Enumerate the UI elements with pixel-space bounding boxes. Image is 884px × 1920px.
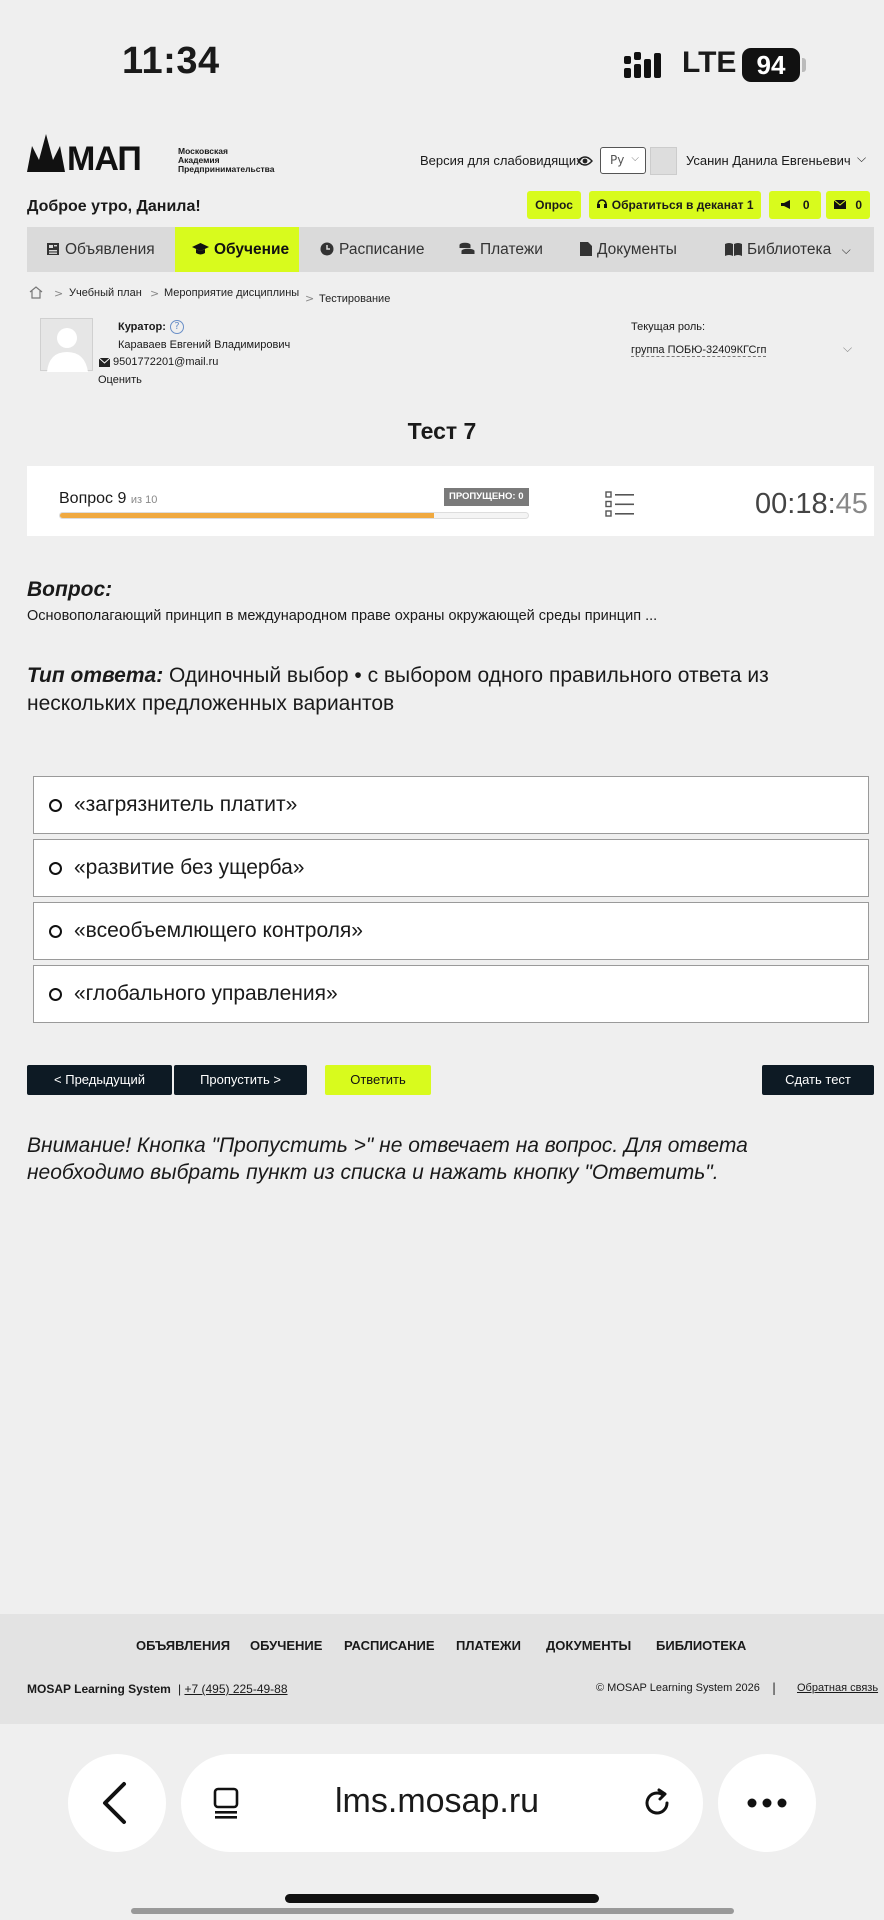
question-total: из 10 — [130, 494, 158, 506]
announcements-button[interactable] — [769, 191, 821, 219]
help-icon[interactable]: ? — [170, 320, 184, 334]
answer-option[interactable] — [33, 839, 869, 897]
answer-type-label: Тип ответа: — [27, 664, 164, 687]
chevron-down-icon[interactable]: ⌵ — [843, 341, 853, 355]
newspaper-icon — [46, 242, 60, 256]
messages-button[interactable] — [826, 191, 870, 219]
nav-item-announcements[interactable] — [46, 227, 155, 272]
logo-subtitle-line: Московская — [178, 146, 228, 156]
svg-text:МАП: МАП — [67, 140, 141, 174]
answer-type-text: Одиночный выбор • с выбором одного правильного ответа из нескольких предложенных вариантов — [27, 664, 769, 715]
footer-divider: | — [772, 1681, 777, 1695]
document-icon — [580, 242, 592, 256]
battery-indicator: 94 — [742, 48, 800, 82]
back-arrow-icon — [68, 1754, 166, 1852]
skipped-badge: ПРОПУЩЕНО: 0 — [444, 488, 529, 506]
greeting: Доброе утро, Данила! — [27, 198, 201, 215]
nav-label: Библиотека — [747, 241, 832, 258]
mail-icon — [99, 358, 110, 367]
user-name[interactable]: Усанин Данила Евгеньевич — [686, 153, 851, 168]
timer — [755, 488, 868, 521]
timer-main: 00:18: — [755, 488, 836, 520]
role-label: Текущая роль: — [631, 321, 706, 333]
answer-button[interactable]: Ответить — [325, 1065, 431, 1095]
mail-icon — [834, 200, 846, 209]
reload-icon[interactable] — [639, 1785, 675, 1821]
nav-item-schedule[interactable] — [320, 227, 424, 272]
nav-item-library[interactable] — [725, 227, 851, 272]
footer-phone[interactable]: | +7 (495) 225-49-88 — [178, 1682, 288, 1696]
footer-phone-number[interactable]: +7 (495) 225-49-88 — [184, 1682, 288, 1696]
breadcrumb-separator: > — [305, 292, 315, 305]
progress-bar-fill — [60, 513, 434, 518]
chevron-down-icon: ⌵ — [841, 243, 851, 257]
clock-icon — [320, 242, 334, 256]
person-icon — [41, 319, 94, 372]
answer-option[interactable] — [33, 776, 869, 834]
curator-avatar — [40, 318, 93, 371]
url-text[interactable]: lms.mosap.ru — [335, 1782, 540, 1820]
ellipsis-icon — [718, 1754, 816, 1852]
answer-type — [27, 662, 857, 718]
nav-item-payments[interactable] — [459, 227, 543, 272]
graduation-cap-icon — [192, 243, 209, 256]
nav-label: Объявления — [65, 241, 155, 258]
signal-icon — [624, 50, 668, 80]
footer-link-payments[interactable]: ПЛАТЕЖИ — [456, 1638, 521, 1653]
footer-link-learning[interactable]: ОБУЧЕНИЕ — [250, 1638, 323, 1653]
warning-text: Внимание! Кнопка "Пропустить >" не отвечает на вопрос. Для ответа необходимо выбрать пункт из списка и нажать кнопку "Ответить". — [27, 1134, 748, 1184]
contact-dean-button[interactable] — [589, 191, 761, 219]
feedback-link[interactable]: Обратная связь — [797, 1682, 879, 1694]
survey-button[interactable]: Опрос — [527, 191, 581, 219]
role-select[interactable]: группа ПОБЮ-32409КГСгп — [631, 344, 767, 356]
submit-test-button[interactable]: Сдать тест — [762, 1065, 874, 1095]
coins-icon — [459, 242, 475, 256]
breadcrumb-separator: > — [150, 287, 160, 300]
status-time: 11:34 — [122, 40, 220, 82]
footer-link-announcements[interactable]: ОБЪЯВЛЕНИЯ — [136, 1638, 231, 1653]
headset-icon — [596, 198, 608, 210]
question-number: Вопрос 9 — [59, 490, 127, 507]
scroll-indicator — [131, 1908, 734, 1914]
nav-item-learning[interactable] — [175, 227, 299, 272]
radio-icon[interactable] — [49, 862, 62, 875]
browser-toolbar — [0, 1724, 884, 1920]
language-value: Ру — [610, 153, 625, 167]
radio-icon[interactable] — [49, 988, 62, 1001]
avatar[interactable] — [650, 147, 677, 175]
question-text: Основополагающий принцип в международном праве охраны окружающей среды принцип ... — [27, 608, 658, 624]
announcements-count: 0 — [802, 198, 810, 212]
logo-subtitle-line: Академия — [178, 155, 220, 165]
more-button[interactable] — [718, 1754, 816, 1852]
option-label: «развитие без ущерба» — [74, 856, 305, 879]
logo-subtitle-line: Предпринимательства — [178, 164, 275, 174]
nav-label: Платежи — [480, 241, 543, 258]
answer-option[interactable] — [33, 902, 869, 960]
home-indicator[interactable] — [285, 1894, 599, 1903]
eye-icon[interactable] — [577, 155, 593, 167]
question-counter — [59, 490, 157, 508]
tabs-icon[interactable] — [211, 1787, 243, 1819]
nav-label: Расписание — [339, 241, 425, 258]
skip-button[interactable]: Пропустить > — [174, 1065, 307, 1095]
accessibility-link[interactable]: Версия для слабовидящих — [420, 153, 583, 168]
nav-label: Документы — [597, 241, 677, 258]
timer-seconds: 45 — [835, 488, 868, 520]
test-progress-card — [27, 466, 874, 536]
option-label: «всеобъемлющего контроля» — [74, 919, 363, 942]
chevron-down-icon[interactable]: ⌵ — [857, 151, 867, 165]
messages-count: 0 — [855, 198, 863, 212]
status-bar — [0, 0, 884, 120]
breadcrumb-item[interactable]: Мероприятие дисциплины — [164, 287, 300, 299]
home-icon[interactable] — [29, 286, 43, 299]
question-heading: Вопрос: — [27, 578, 113, 601]
curator-email[interactable]: 9501772201@mail.ru — [113, 356, 219, 368]
breadcrumb-item-current: Тестирование — [319, 293, 391, 305]
book-icon — [725, 243, 742, 256]
chevron-down-icon: ⌵ — [631, 153, 639, 164]
footer-link-schedule[interactable]: РАСПИСАНИЕ — [344, 1638, 435, 1653]
language-select[interactable] — [600, 147, 646, 174]
footer-link-library[interactable]: БИБЛИОТЕКА — [656, 1638, 747, 1653]
curator-label: Куратор: — [118, 321, 166, 333]
rate-curator-link[interactable]: Оценить — [98, 374, 142, 386]
nav-label: Обучение — [214, 241, 290, 258]
breadcrumb-item[interactable]: Учебный план — [69, 287, 142, 299]
progress-bar — [59, 512, 529, 519]
previous-button[interactable]: < Предыдущий — [27, 1065, 172, 1095]
question-list-icon[interactable] — [605, 491, 635, 517]
main-nav — [27, 227, 874, 272]
back-button[interactable] — [68, 1754, 166, 1852]
footer — [0, 1614, 884, 1724]
footer-copyright: © MOSAP Learning System 2026 — [596, 1682, 760, 1694]
nav-item-documents[interactable] — [580, 227, 677, 272]
breadcrumb-separator: > — [54, 287, 64, 300]
contact-dean-label: Обратиться в деканат 1 — [611, 198, 754, 212]
footer-link-documents[interactable]: ДОКУМЕНТЫ — [546, 1638, 632, 1653]
radio-icon[interactable] — [49, 925, 62, 938]
curator-name: Караваев Евгений Владимирович — [118, 339, 291, 351]
page-title: Тест 7 — [407, 418, 477, 444]
address-bar[interactable] — [181, 1754, 703, 1852]
network-type: LTE — [682, 46, 737, 79]
megaphone-icon — [780, 199, 793, 210]
option-label: «глобального управления» — [74, 982, 338, 1005]
footer-brand: MOSAP Learning System — [27, 1682, 171, 1696]
logo-subtitle — [178, 147, 274, 174]
option-label: «загрязнитель платит» — [74, 793, 298, 816]
radio-icon[interactable] — [49, 799, 62, 812]
battery-tip — [802, 58, 806, 72]
answer-option[interactable] — [33, 965, 869, 1023]
